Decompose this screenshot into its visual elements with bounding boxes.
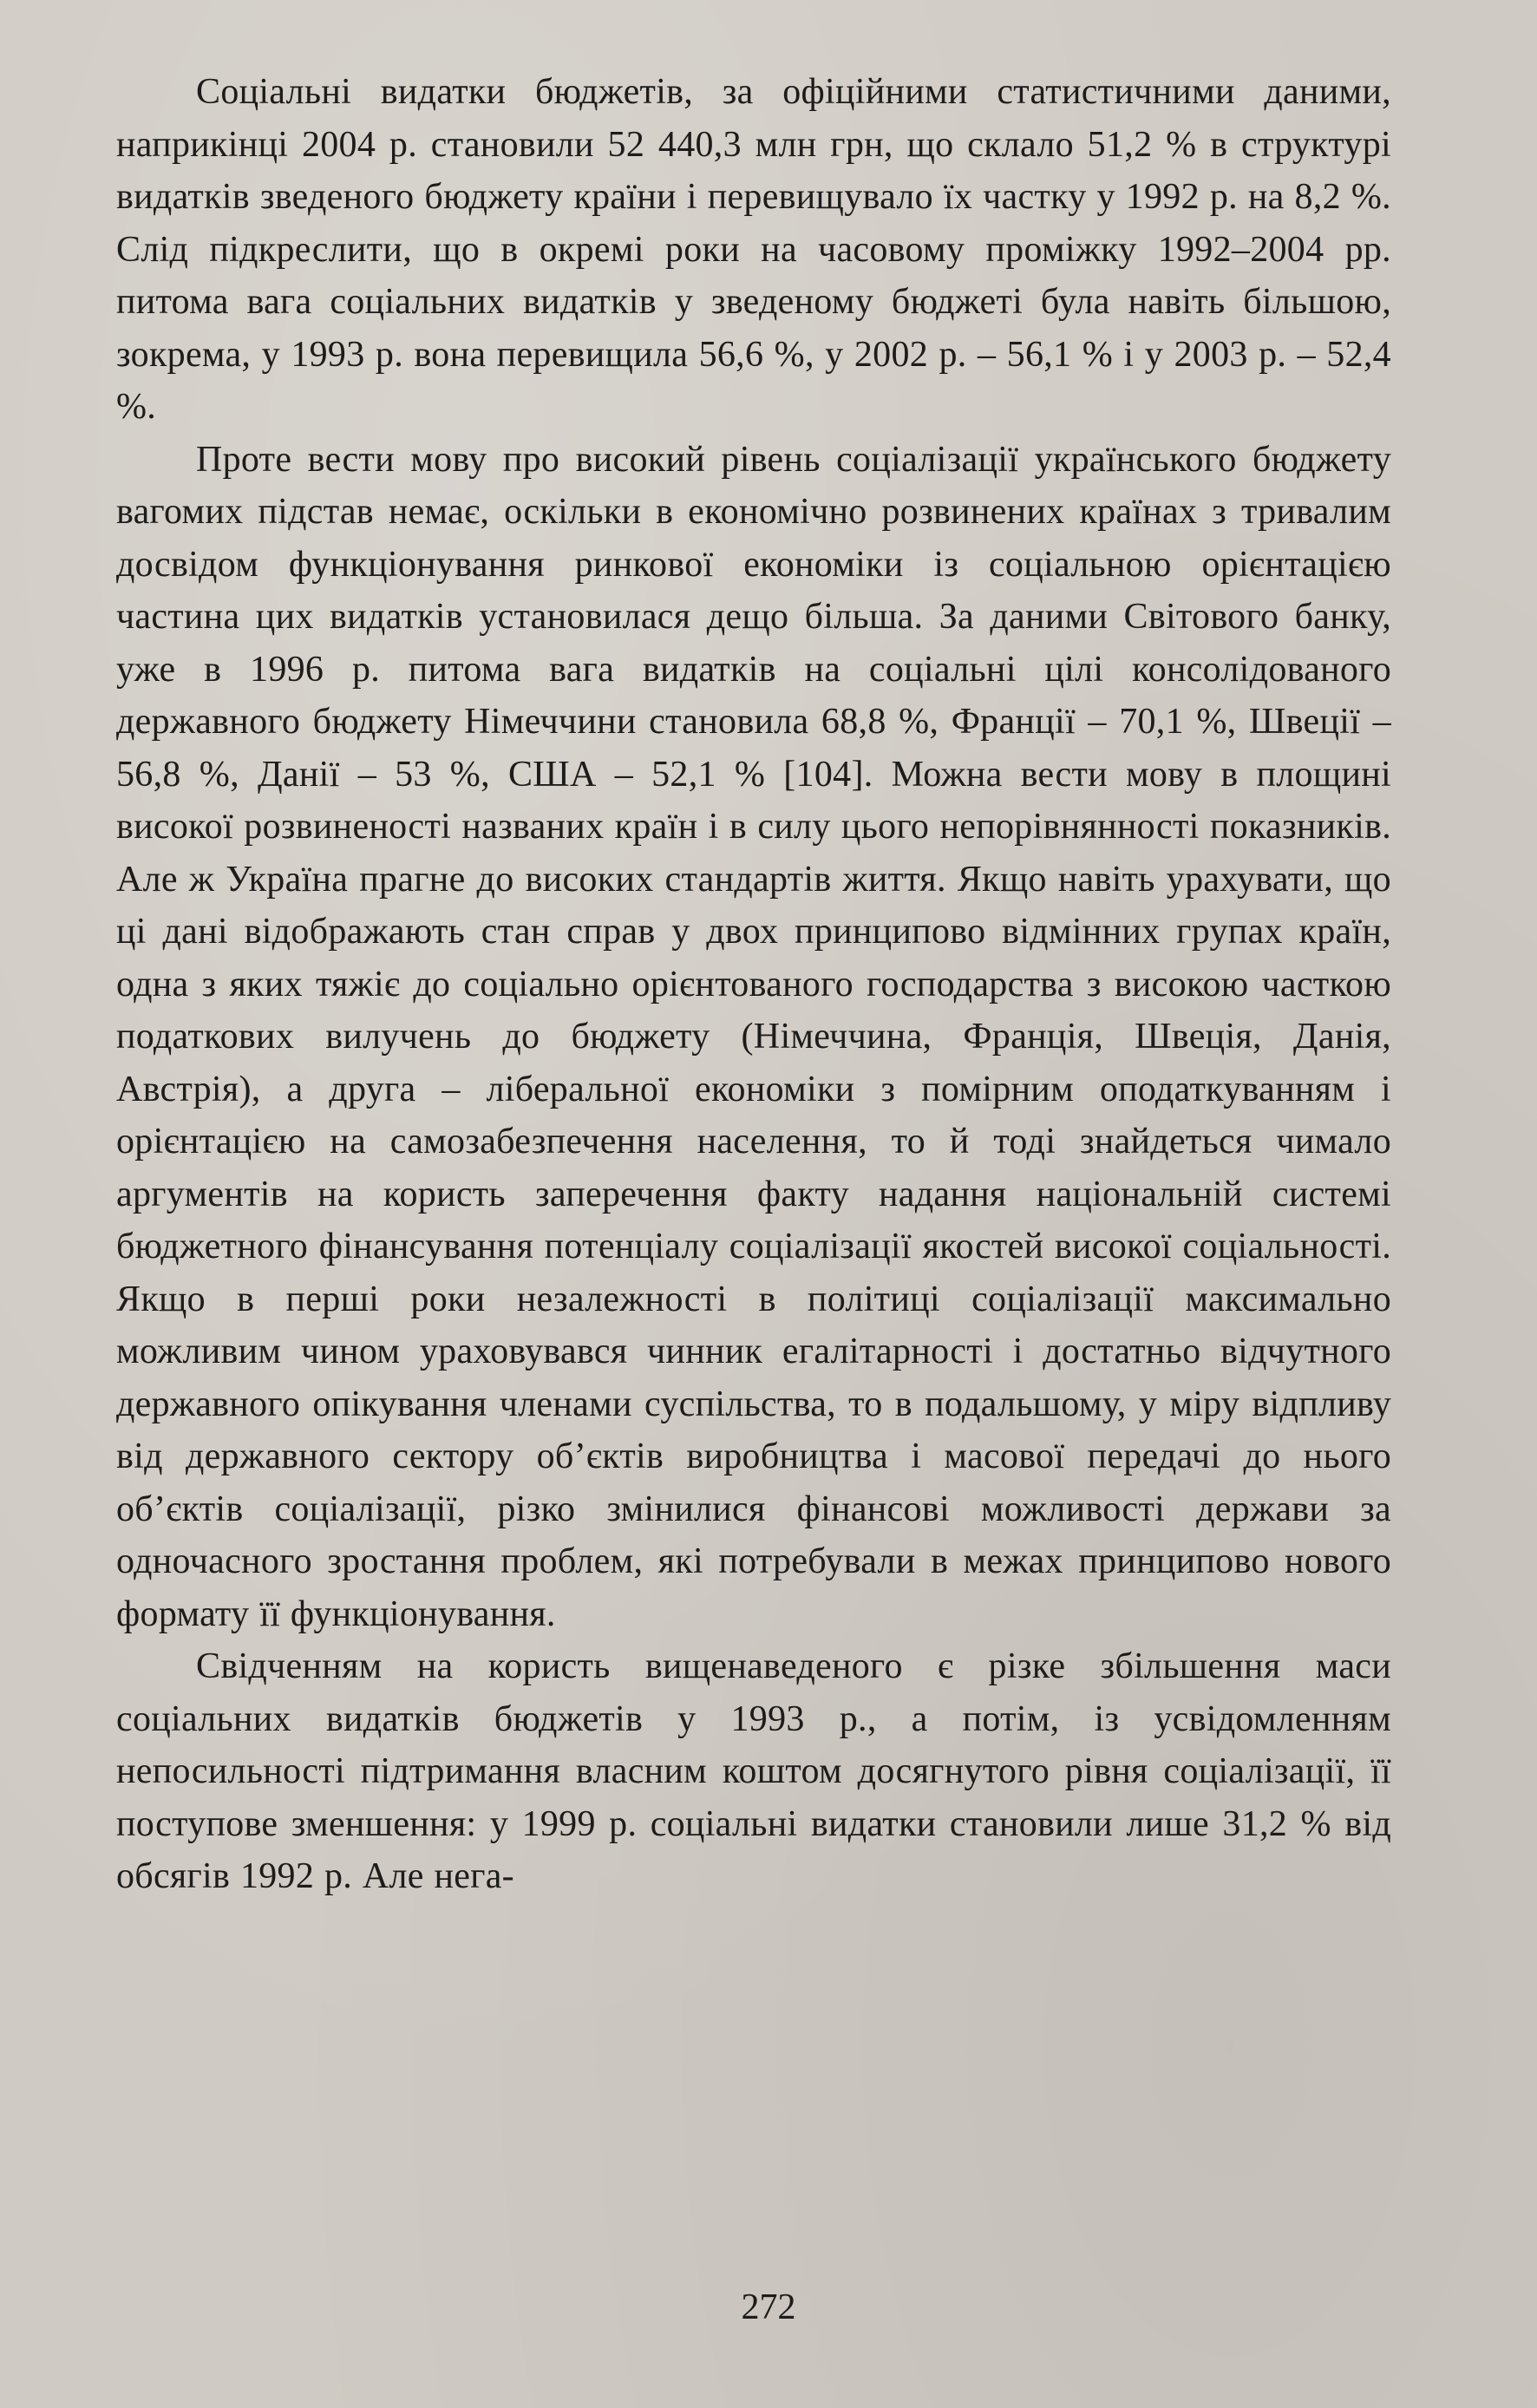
body-text: [116, 66, 1391, 1903]
paragraph-2: Проте вести мову про високий рівень соціалізації українського бюджету вагомих підстав немає, оскільки в економічно розвинених країнах з тривалим досвідом функціонування ринкової економіки із соціальною орієнтацією частина цих видатків установилася дещо більша. За даними Світового банку, уже в 1996 р. питома вага видатків на соціальні цілі консолідованого державного бюджету Німеччини становила 68,8 %, Франції – 70,1 %, Швеції – 56,8 %, Данії – 53 %, США – 52,1 % [104]. Можна вести мову в площині високої розвиненості названих країн і в силу цього непорівнянності показників. Але ж Україна прагне до високих стандартів життя. Якщо навіть урахувати, що ці дані відображають стан справ у двох принципово відмінних групах країн, одна з яких тяжіє до соціально орієнтованого господарства з високою часткою податкових вилучень до бюджету (Німеччина, Франція, Швеція, Данія, Австрія), а друга – ліберальної економіки з помірним оподаткуванням і орієнтацією на самозабезпечення населення, то й тоді знайдеться чимало аргументів на користь заперечення факту надання національній системі бюджетного фінансування потенціалу соціалізації якостей високої соціальності. Якщо в перші роки незалежності в політиці соціалізації максимально можливим чином ураховувався чинник егалітарності і достатньо відчутного державного опікування членами суспільства, то в подальшому, у міру відпливу від державного сектору об’єктів виробництва і масової передачі до нього об’єктів соціалізації, різко змінилися фінансові можливості держави за одночасного зростання проблем, які потребували в межах принципово нового формату її функціонування.: [116, 439, 1391, 1634]
paragraph-1: Соціальні видатки бюджетів, за офіційними статистичними даними, наприкінці 2004 р. становили 52 440,3 млн грн, що склало 51,2 % в структурі видатків зведеного бюджету країни і перевищувало їх частку у 1992 р. на 8,2 %. Слід підкреслити, що в окремі роки на часовому проміжку 1992–2004 рр. питома вага соціальних видатків у зведеному бюджеті була навіть більшою, зокрема, у 1993 р. вона перевищила 56,6 %, у 2002 р. – 56,1 % і у 2003 р. – 52,4 %.: [116, 72, 1391, 427]
page-number: 272: [741, 2287, 796, 2327]
paragraph-3: Свідченням на користь вищенаведеного є різке збільшення маси соціальних видатків бюджетів у 1993 р., а потім, із усвідомленням непосильності підтримання власним коштом досягнутого рівня соціалізації, її поступове зменшення: у 1999 р. соціальні видатки становили лише 31,2 % від обсягів 1992 р. Але нега-: [116, 1646, 1391, 1896]
